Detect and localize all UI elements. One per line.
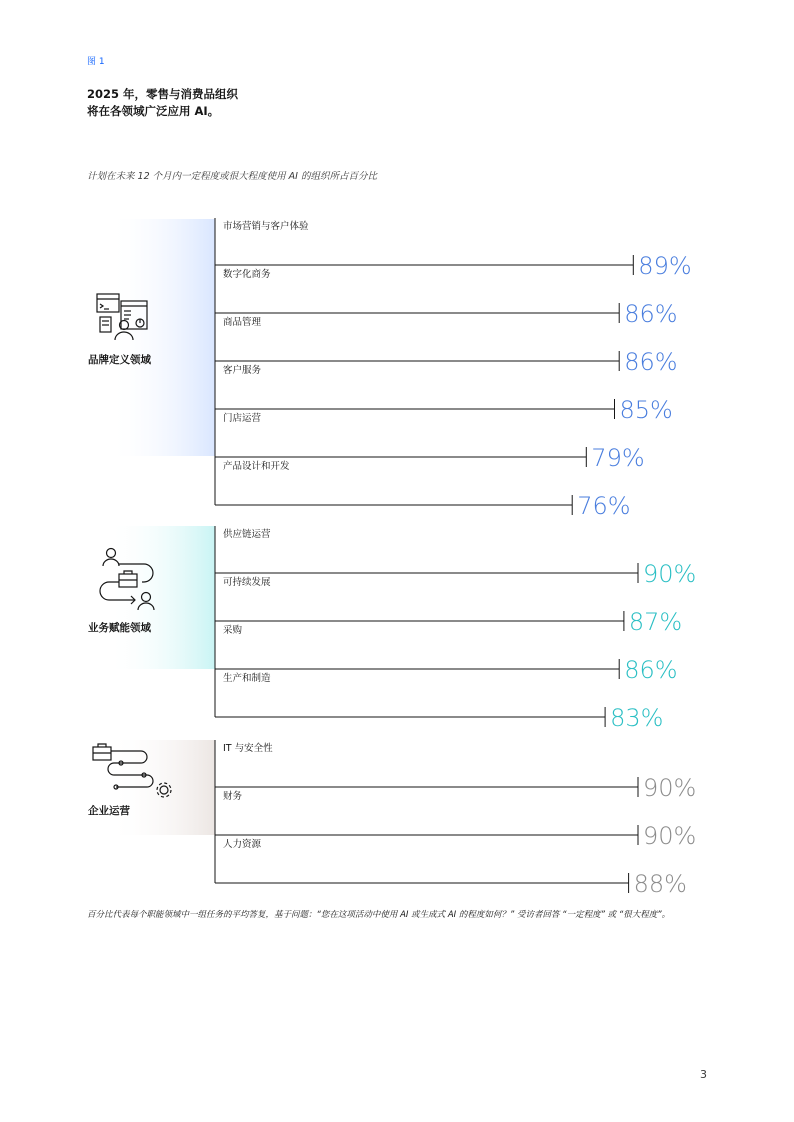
value-label: 86% bbox=[624, 300, 678, 328]
group-label-operations: 业务赋能领域 bbox=[88, 622, 151, 634]
value-label: 87% bbox=[628, 608, 683, 636]
group-label-brand: 品牌定义领域 bbox=[88, 354, 151, 366]
value-label: 88% bbox=[633, 870, 687, 898]
value-label: 76% bbox=[577, 492, 631, 520]
value-label: 83% bbox=[610, 704, 664, 732]
value-label: 89% bbox=[638, 252, 692, 280]
value-label: 86% bbox=[624, 656, 678, 684]
category-label: IT 与安全性 bbox=[223, 743, 273, 754]
category-label: 产品设计和开发 bbox=[223, 461, 290, 472]
figure-label: 图 1 bbox=[87, 57, 105, 67]
page-number: 3 bbox=[700, 1068, 707, 1081]
value-label: 90% bbox=[643, 560, 697, 588]
category-label: 生产和制造 bbox=[223, 673, 271, 684]
category-label: 供应链运营 bbox=[223, 529, 271, 540]
category-label: 采购 bbox=[223, 625, 243, 636]
value-label: 79% bbox=[591, 444, 645, 472]
category-label: 可持续发展 bbox=[223, 577, 271, 588]
value-label: 85% bbox=[619, 396, 673, 424]
group-band-brand bbox=[108, 219, 215, 456]
title-line-2: 将在各领域广泛应用 AI。 bbox=[87, 104, 220, 118]
title-line-1: 2025 年，零售与消费品组织 bbox=[87, 87, 239, 101]
value-label: 90% bbox=[643, 822, 697, 850]
category-label: 数字化商务 bbox=[223, 269, 271, 280]
category-label: 客户服务 bbox=[223, 365, 262, 376]
category-label: 商品管理 bbox=[223, 317, 262, 328]
group-label-enterprise: 企业运营 bbox=[88, 805, 130, 817]
bar-series bbox=[215, 218, 696, 898]
value-label: 90% bbox=[643, 774, 697, 802]
value-label: 86% bbox=[624, 348, 678, 376]
group-band-operations bbox=[108, 526, 215, 669]
category-label: 人力资源 bbox=[223, 839, 262, 850]
category-label: 门店运营 bbox=[223, 413, 262, 424]
category-label: 市场营销与客户体验 bbox=[223, 221, 309, 232]
category-label: 财务 bbox=[223, 791, 243, 802]
footnote: 百分比代表每个职能领域中一组任务的平均答复，基于问题：“您在这项活动中使用 AI 或生成式 AI 的程度如何？” 受访者回答 “一定程度” 或 “很大程度”。 bbox=[87, 910, 671, 920]
chart-subtitle: 计划在未来 12 个月内一定程度或很大程度使用 AI 的组织所占百分比 bbox=[87, 171, 377, 182]
